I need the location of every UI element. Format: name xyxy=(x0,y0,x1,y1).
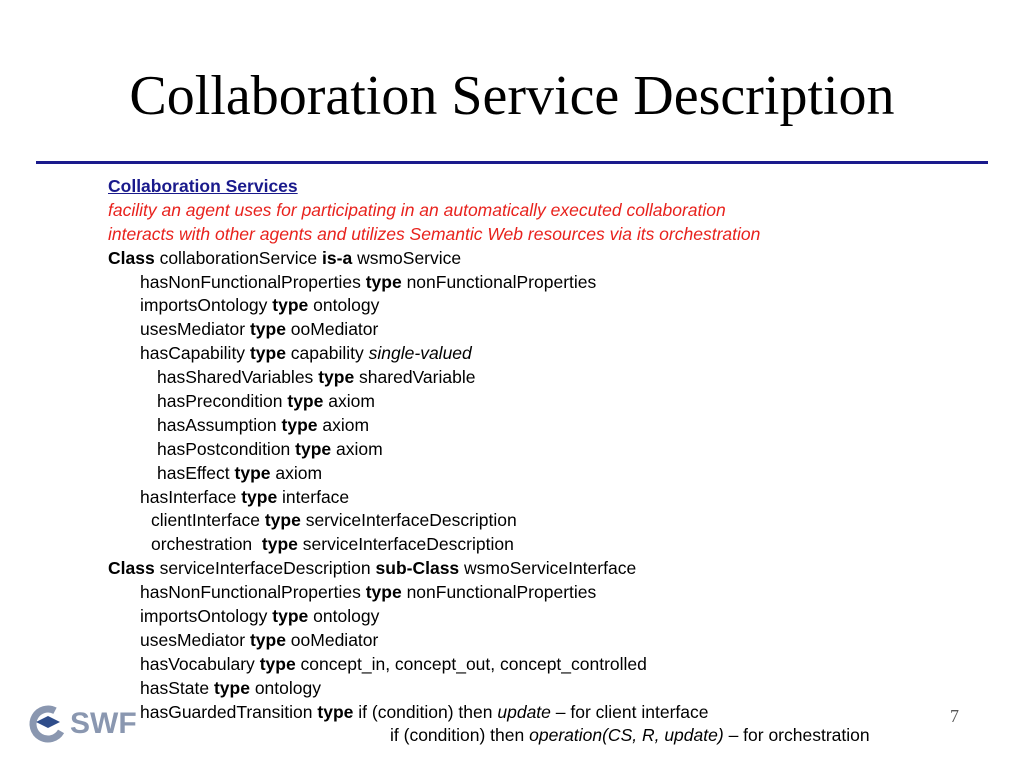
class-parent: wsmoService xyxy=(357,247,462,268)
property-name: hasInterface xyxy=(140,486,237,507)
title-divider xyxy=(36,161,988,164)
keyword-type: type xyxy=(287,391,324,412)
property-name: usesMediator xyxy=(140,629,246,650)
subproperty-line xyxy=(108,462,1008,486)
transition-operation: operation(CS, R, update) xyxy=(529,725,724,746)
subproperty-line xyxy=(108,509,1008,533)
property-type: sharedVariable xyxy=(359,367,476,388)
property-type: nonFunctionalProperties xyxy=(406,271,597,292)
property-type: axiom xyxy=(322,414,370,435)
keyword-is-a: is-a xyxy=(322,247,353,268)
description-line-1: facility an agent uses for participating in an automatically executed collaboration xyxy=(108,199,726,220)
slide-title: Collaboration Service Description xyxy=(129,65,895,127)
property-line xyxy=(108,271,1008,295)
property-name: hasEffect xyxy=(157,462,230,483)
keyword-type: type xyxy=(264,510,301,531)
capability-line xyxy=(108,342,1008,366)
keyword-class: Class xyxy=(108,247,155,268)
subproperty-line xyxy=(108,366,1008,390)
property-name: hasGuardedTransition xyxy=(140,701,313,722)
property-name: orchestration xyxy=(151,534,258,555)
subproperty-line xyxy=(108,390,1008,414)
transition-note: – for orchestration xyxy=(728,725,870,746)
keyword-class: Class xyxy=(108,558,155,579)
transition-condition: if (condition) then xyxy=(390,725,525,746)
property-type: axiom xyxy=(328,391,375,412)
subproperty-line xyxy=(108,533,1008,557)
property-type: interface xyxy=(282,486,350,507)
property-type: serviceInterfaceDescription xyxy=(305,510,517,531)
guarded-transition-line xyxy=(108,701,1008,725)
keyword-type: type xyxy=(234,462,271,483)
property-type: ooMediator xyxy=(290,629,379,650)
property-name: hasNonFunctionalProperties xyxy=(140,582,361,603)
subproperty-line xyxy=(108,414,1008,438)
subproperty-line xyxy=(108,438,1008,462)
capability-note: single-valued xyxy=(368,343,472,364)
class-name: serviceInterfaceDescription xyxy=(159,558,371,579)
slide-body xyxy=(108,175,1008,748)
property-type: axiom xyxy=(275,462,323,483)
keyword-type: type xyxy=(317,701,354,722)
class-declaration xyxy=(108,247,1008,271)
property-name: hasNonFunctionalProperties xyxy=(140,271,361,292)
keyword-type: type xyxy=(249,319,286,340)
property-name: hasPrecondition xyxy=(157,391,283,412)
property-name: hasState xyxy=(140,677,210,698)
property-name: hasSharedVariables xyxy=(157,367,314,388)
keyword-type: type xyxy=(295,438,332,459)
logo-text: SWF xyxy=(70,707,137,740)
property-name: hasVocabulary xyxy=(140,653,255,674)
keyword-type: type xyxy=(365,582,402,603)
property-line xyxy=(108,318,1008,342)
section-heading-line xyxy=(108,175,1008,199)
property-line xyxy=(108,629,1008,653)
keyword-type: type xyxy=(261,534,298,555)
property-line xyxy=(108,605,1008,629)
class-name: collaborationService xyxy=(159,247,318,268)
property-line xyxy=(108,677,1008,701)
section-heading: Collaboration Services xyxy=(108,176,298,196)
property-name: usesMediator xyxy=(140,319,246,340)
keyword-type: type xyxy=(259,653,296,674)
property-name: hasAssumption xyxy=(157,414,277,435)
class-declaration xyxy=(108,557,1008,581)
property-type: axiom xyxy=(336,438,383,459)
keyword-type: type xyxy=(272,295,309,316)
keyword-type: type xyxy=(318,367,355,388)
property-type: ontology xyxy=(313,606,380,627)
property-line xyxy=(108,581,1008,605)
class-parent: wsmoServiceInterface xyxy=(464,558,637,579)
keyword-type: type xyxy=(272,606,309,627)
property-name: importsOntology xyxy=(140,606,268,627)
property-type: capability xyxy=(290,343,364,364)
keyword-type: type xyxy=(249,343,286,364)
property-name: clientInterface xyxy=(151,510,260,531)
keyword-sub-class: sub-Class xyxy=(375,558,460,579)
keyword-type: type xyxy=(281,414,318,435)
property-type: concept_in, concept_out, concept_controlled xyxy=(300,653,647,674)
transition-condition: if (condition) then xyxy=(358,701,493,722)
property-name: importsOntology xyxy=(140,295,268,316)
property-type: serviceInterfaceDescription xyxy=(302,534,514,555)
property-line xyxy=(108,294,1008,318)
property-line xyxy=(108,653,1008,677)
description-line-2: interacts with other agents and utilizes Semantic Web resources via its orchestration xyxy=(108,223,761,244)
property-name: hasPostcondition xyxy=(157,438,291,459)
property-type: ontology xyxy=(313,295,380,316)
property-type: ontology xyxy=(254,677,321,698)
page-number: 7 xyxy=(950,706,959,726)
transition-operation: update xyxy=(497,701,551,722)
guarded-transition-line xyxy=(108,724,1008,748)
interface-line xyxy=(108,486,1008,510)
keyword-type: type xyxy=(249,629,286,650)
keyword-type: type xyxy=(365,271,402,292)
keyword-type: type xyxy=(241,486,278,507)
transition-note: – for client interface xyxy=(555,701,709,722)
property-name: hasCapability xyxy=(140,343,246,364)
property-type: nonFunctionalProperties xyxy=(406,582,597,603)
keyword-type: type xyxy=(213,677,250,698)
property-type: ooMediator xyxy=(290,319,379,340)
